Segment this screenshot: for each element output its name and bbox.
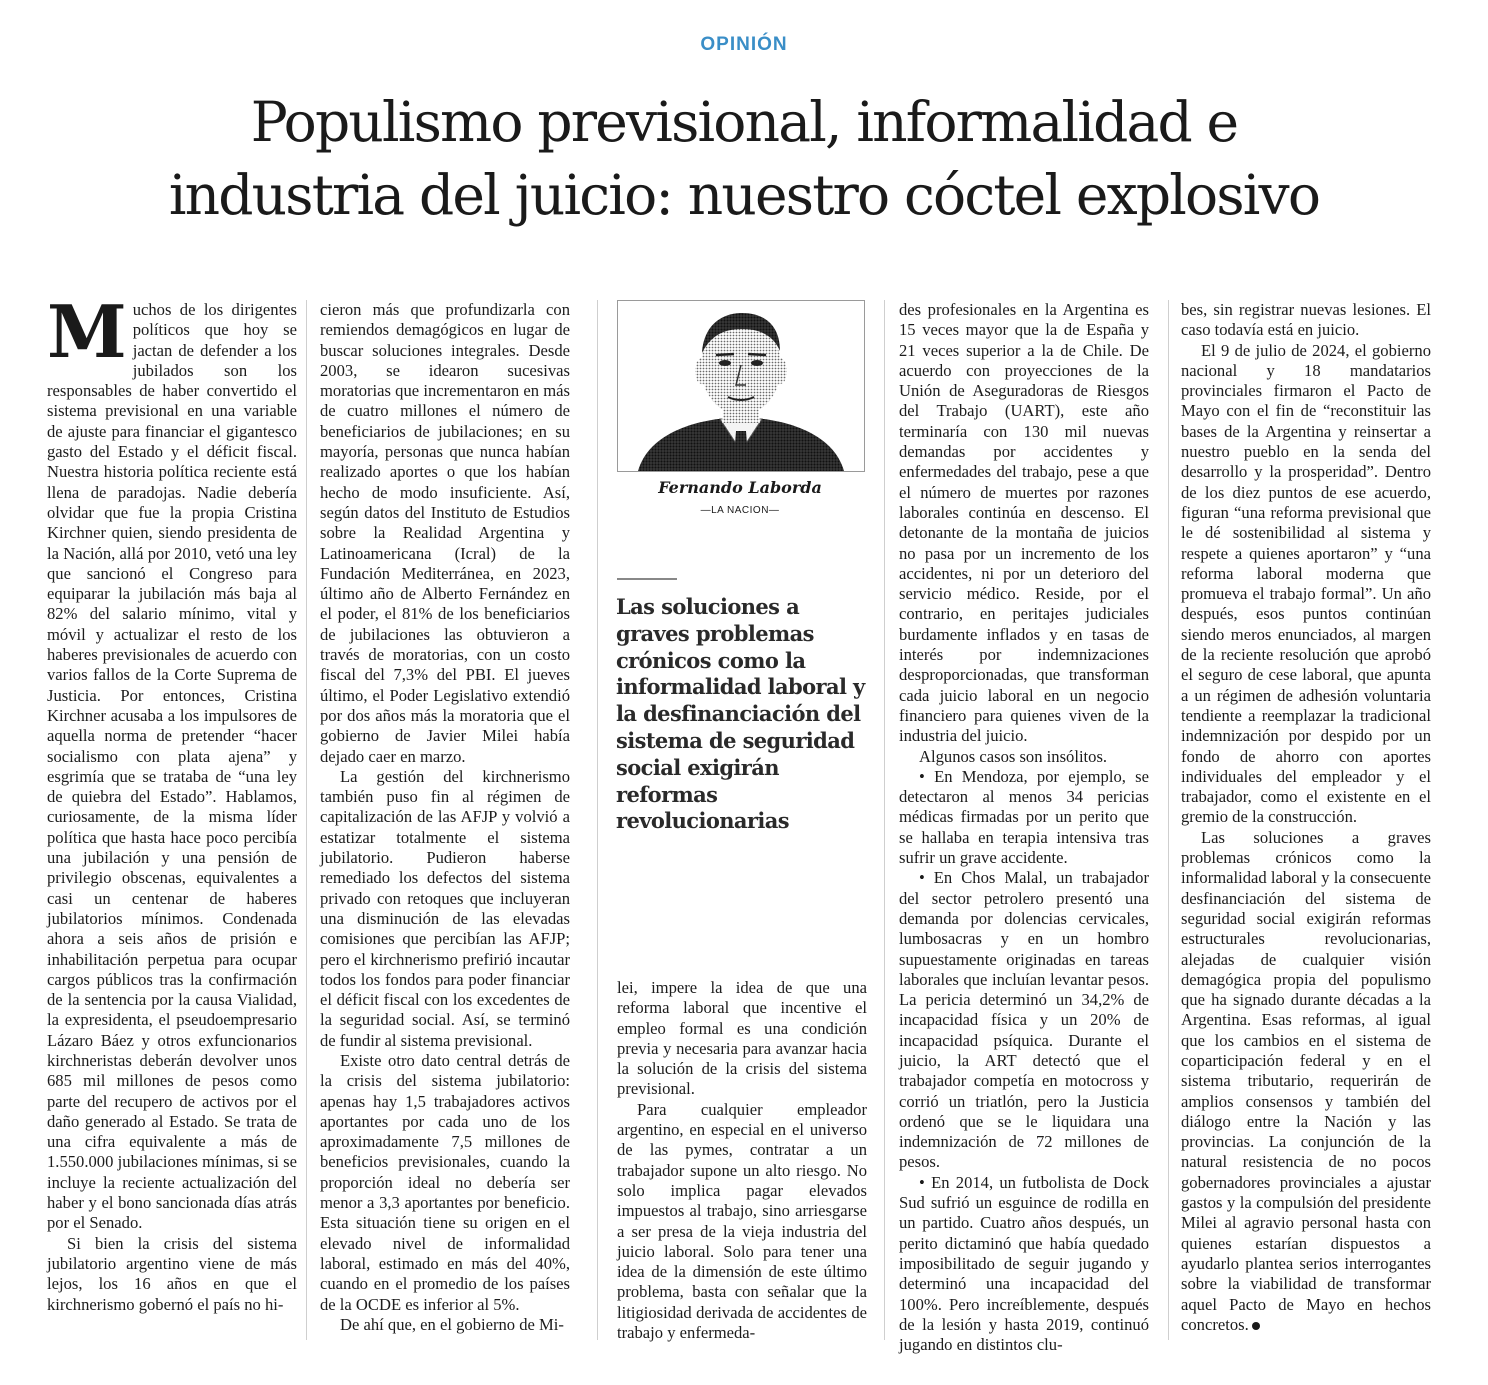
headline: [30, 86, 1458, 232]
pullquote-rule: [617, 578, 677, 580]
paragraph: De ahí que, en el gobierno de Mi-: [340, 1314, 564, 1334]
article-column-2: [320, 300, 570, 1335]
paragraph: Si bien la crisis del sistema jubilatorio argentino viene de más lejos, los 16 años en que el kirchnerismo gobernó el país no hi-: [47, 1233, 297, 1314]
drop-cap: M: [47, 289, 127, 374]
author-name: Fernando Laborda: [658, 478, 822, 497]
paragraph: Muchos de los dirigentes políticos que hoy se jactan de defender a los jubilados son los responsables de haber convertido el sistema previsional en una variable de ajuste para financiar el gigantesco gasto del Estado y el déficit fiscal. Nuestra historia política reciente está llena de paradojas. Nadie debería olvidar que fue la propia Cristina Kirchner quien, siendo presidenta de la Nación, allá por 2010, vetó una ley que sancionó el Congreso para equiparar la jubilación más baja al 82% del salario mínimo, vital y móvil y actualizar el resto de los haberes previsionales de acuerdo con varios fallos de la Corte Suprema de Justicia. Por entonces, Cristina Kirchner acusaba a los impulsores de aquella norma de pretender “hacer socialismo con plata ajena” y esgrimía que se trataba de “una ley de quiebra del Estado”. Hablamos, curiosamente, de la misma líder política que hasta hace poco percibía una jubilación y una pensión de privilegio obscenas, equivalentes a casi un centenar de haberes jubilatorios mínimos. Condenada ahora a seis años de prisión e inhabilitación perpetua para ocupar cargos públicos tras la confirmación de la sentencia por la causa Vialidad, la expresidenta, el pseudoempresario Lázaro Báez y otros exfuncionarios kirchneristas deberán devolver unos 685 mil millones de pesos como parte del recupero de activos por el daño generado al Estado. Se trata de una cifra equivalente a más de 1.550.000 jubilaciones mínimas, si se incluye la reciente actualización del haber y el bono sancionada días atrás por el Senado.: [47, 289, 297, 1233]
paragraph: lei, impere la idea de que una reforma laboral que incentive el empleo formal es una condición previa y necesaria para avanzar hacia la solución de la crisis del sistema previsional.: [617, 978, 867, 1099]
bullet-paragraph: • En Chos Malal, un trabajador del sector petrolero presentó una demanda por dolencias cervicales, lumbosacras y en un hombro supuestamente originadas en tareas laborales que incluían levantar pesos. La pericia determinó un 34,2% de incapacidad física y un 20% de incapacidad psíquica. Durante el juicio, la ART detectó que el trabajador competía en motocross y corrió un triatlón, pero la Justicia ordenó que se le liquidara una indemnización de 72 millones de pesos.: [899, 868, 1149, 1172]
paragraph: cieron más que profundizarla con remiendos demagógicos en lugar de buscar soluciones integrales. Desde 2003, se idearon sucesivas moratorias que incrementaron en más de cuatro millones el número de beneficiarios de jubilaciones; en su mayoría, personas que nunca habían realizado aportes o que los habían hecho de modo insuficiente. Así, según datos del Instituto de Estudios sobre la Realidad Argentina y Latinoamericana (Icral) de la Fundación Mediterránea, en 2023, último año de Alberto Fernández en el poder, el 81% de los beneficiarios de jubilaciones las obtuvieron a través de moratorias, con un costo fiscal del 7,3% del PBI. El jueves último, el Poder Legislativo extendió por dos años más la moratoria que el gobierno de Javier Milei había dejado caer en marzo.: [320, 300, 570, 766]
column-rule: [597, 300, 598, 1340]
end-mark-icon: [1252, 1322, 1260, 1330]
paragraph: Las soluciones a graves problemas crónicos como la informalidad laboral y la consecuente desfinanciación del sistema de seguridad social exigirán reformas estructurales revolucionarias, alejadas de cualquier visión demagógica propia del populismo que ha signado durante décadas a la Argentina. Esas reformas, al igual que los cambios en el sistema de coparticipación federal y en el sistema tributario, requerirán de amplios consensos y también del diálogo entre la Nación y las provincias. La conjunción de la natural resistencia de no pocos gobernadores provinciales a ajustar gastos y la compulsión del presidente Milei al agravio personal hasta con quienes estarían dispuestos a ayudarlo plantea serios interrogantes sobre la viabilidad de transformar aquel Pacto de Mayo en hechos concretos.: [1181, 827, 1431, 1334]
bullet-icon: •: [919, 868, 925, 888]
column-rule: [1168, 300, 1169, 1340]
paragraph: Para cualquier empleador argentino, en especial en el universo de las pymes, contratar a un trabajador supone un alto riesgo. No solo implica pagar elevados impuestos al trabajo, sino arriesgarse a ser presa de la vieja industria del juicio laboral. Solo para tener una idea de la dimensión de este último problema, basta con señalar que la litigiosidad derivada de accidentes de trabajo y enfermeda-: [617, 1099, 867, 1343]
headline-line-2: industria del juicio: nuestro cóctel explosivo: [168, 163, 1320, 227]
author-portrait-illustration: [618, 301, 864, 471]
bullet-icon: •: [919, 766, 925, 786]
headline-line-1: Populismo previsional, informalidad e: [250, 90, 1238, 154]
pullquote: Las soluciones a graves problemas crónicos como la informalidad laboral y la desfinanciación del sistema de seguridad social exigirán reformas revolucionarias: [616, 594, 865, 834]
paragraph: des profesionales en la Argentina es 15 veces mayor que la de España y 21 veces superior a la de Chile. De acuerdo con proyecciones de la Unión de Aseguradoras de Riesgos del Trabajo (UART), este año terminaría con 130 mil nuevas demandas por accidentes y enfermedades del trabajo, pese a que el número de muertes por razones laborales continúa en descenso. El detonante de la montaña de juicios no pasa por un incremento de los accidentes, ni por un deterioro del servicio médico. Reside, por el contrario, en peritajes judiciales burdamente inflados y en tasas de interés por indemnizaciones desproporcionadas, que transforman cada juicio laboral en un negocio financiero para quienes viven de la industria del juicio.: [899, 300, 1149, 746]
paragraph: El 9 de julio de 2024, el gobierno nacional y 18 mandatarios provinciales firmaron el Pacto de Mayo con el fin de “reconstituir las bases de la Argentina y reinsertar a nuestro pueblo en la senda del desarrollo y la prosperidad”. Dentro de los diez puntos de ese acuerdo, figuran “una reforma previsional que le dé sostenibilidad al sistema y respete a quienes aportaron” y “una reforma laboral moderna que promueva el trabajo formal”. Un año después, esos puntos continúan siendo meros enunciados, al margen de la reciente resolución que aprobó el seguro de cese laboral, que apunta a un régimen de adhesión voluntaria tendiente a reemplazar la tradicional indemnización por despido por un fondo de ahorro con aportes individuales del empleador y el trabajador, como el existente en el gremio de la construcción.: [1181, 340, 1431, 827]
article-column-4: [899, 300, 1149, 1355]
article-column-1: [47, 289, 297, 1315]
bullet-icon: •: [919, 1172, 925, 1192]
article-column-5: [1181, 300, 1431, 1335]
article-column-3: [617, 978, 867, 1343]
paragraph: Algunos casos son insólitos.: [919, 746, 1108, 766]
bullet-paragraph: • En 2014, un futbolista de Dock Sud sufrió un esguince de rodilla en un partido. Cuatro años después, un perito dictaminó que había quedado imposibilitado de seguir jugando y determinó una incapacidad del 100%. Pero increíblemente, después de la lesión y hasta 2019, continuó jugando en distintos clu-: [899, 1172, 1150, 1355]
section-label: OPINIÓN: [700, 34, 788, 55]
paragraph: La gestión del kirchnerismo también puso fin al régimen de capitalización de las AFJP y volvió a estatizar totalmente el sistema jubilatorio. Pudieron haberse remediado los defectos del sistema privado con retoques que incluyeran una disminución de las elevadas comisiones que percibían las AFJP; pero el kirchnerismo prefirió incautar todos los fondos para poder financiar el déficit fiscal con los excedentes de la seguridad social. Así, se terminó de fundir al sistema previsional.: [320, 766, 570, 1050]
column-rule: [306, 300, 307, 1340]
author-outlet: —LA NACION—: [700, 505, 780, 516]
paragraph: Existe otro dato central detrás de la crisis del sistema jubilatorio: apenas hay 1,5 trabajadores activos aportantes por cada uno de los aproximadamente 7,5 millones de beneficios previsionales, cuando la proporción ideal no debería ser menor a 3,3 aportantes por beneficio. Esta situación tiene su origen en el elevado nivel de informalidad laboral, estimado en más del 40%, cuando en el promedio de los países de la OCDE es inferior al 5%.: [320, 1050, 570, 1314]
author-photo: [617, 300, 865, 472]
column-rule: [884, 300, 885, 1340]
paragraph: bes, sin registrar nuevas lesiones. El caso todavía está en juicio.: [1181, 300, 1431, 340]
bullet-paragraph: • En Mendoza, por ejemplo, se detectaron al menos 34 pericias médicas firmadas por un perito que se hallaba en terapia intensiva tras sufrir un grave accidente.: [899, 766, 1149, 868]
